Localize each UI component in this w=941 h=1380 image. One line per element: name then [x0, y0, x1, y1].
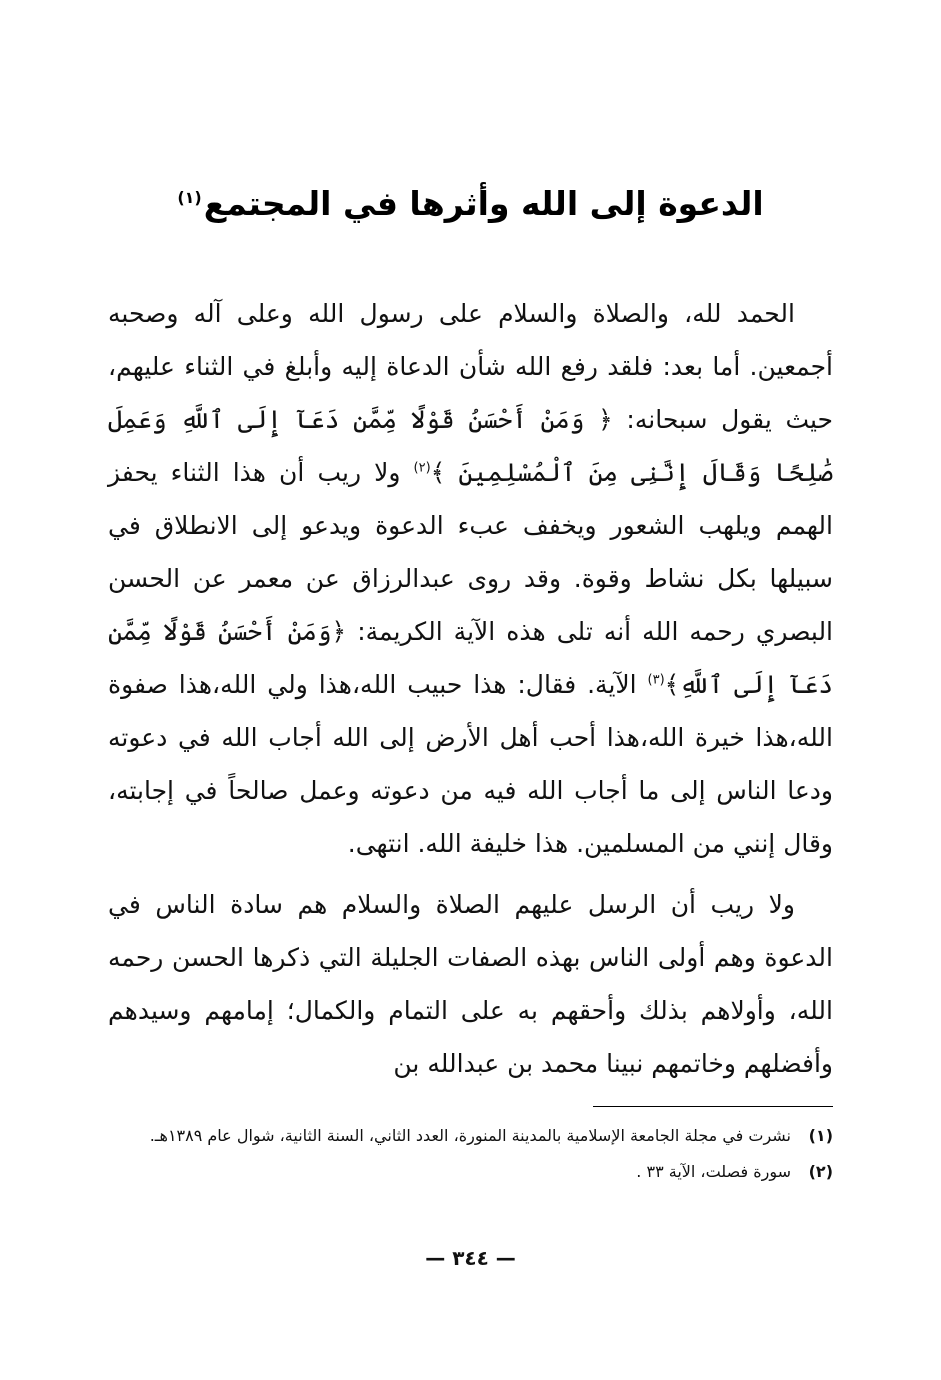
footnotes — [108, 1118, 833, 1190]
paragraph-1-segment-1: الحمد لله، والصلاة والسلام على رسول الله وعلى آله وصحبه أجمعين. أما بعد: فلقد رفع الله شأن الدعاة إليه وأبلغ في الثناء عليهم، حيث يقول سبحانه: — [108, 299, 833, 434]
footnote-1 — [108, 1118, 833, 1154]
chapter-title-text: الدعوة إلى الله وأثرها في المجتمع — [203, 184, 764, 223]
footnote-divider — [593, 1106, 833, 1107]
chapter-title — [100, 168, 841, 234]
quran-verse-2: ﴿وَمَنْ أَحْسَنُ قَوْلًا مِّمَّن دَعَآ إِلَى ٱللَّهِ﴾ — [108, 617, 833, 699]
body-text — [108, 287, 833, 1090]
footnote-2-text: سورة فصلت، الآية ٣٣ . — [636, 1162, 791, 1181]
quran-verse-1: ﴿ وَمَنْ أَحْسَنُ قَوْلًا مِّمَّن دَعَآ إِلَى ٱللَّهِ وَعَمِلَ صَٰلِحًا وَقَالَ إِنَّنِى مِنَ ٱلْمُسْلِمِينَ ﴾ — [108, 405, 833, 487]
footnote-2-number: (٢) — [808, 1162, 833, 1181]
paragraph-2: ولا ريب أن الرسل عليهم الصلاة والسلام هم سادة الناس في الدعوة وهم أولى الناس بهذه الصفات الجليلة التي ذكرها الحسن رحمه الله، وأولاهم بذلك وأحقهم به على التمام والكمال؛ إمامهم وسيدهم وأفضلهم وخاتمهم نبينا محمد بن عبدالله بن — [108, 890, 833, 1078]
verse-2-footnote-ref: (٣) — [647, 672, 665, 688]
paragraph-1 — [108, 287, 833, 870]
title-footnote-marker: (١) — [177, 188, 202, 207]
paragraph-1-segment-2: ولا ريب أن هذا الثناء يحفز الهمم ويلهب الشعور ويخفف عبء الدعوة ويدعو إلى الانطلاق في سبيلها بكل نشاط وقوة. وقد روى عبدالرزاق عن معمر عن الحسن البصري رحمه الله أنه تلى هذه الآية الكريمة: — [108, 458, 834, 646]
paragraph-1-segment-3: الآية. فقال: هذا حبيب الله،هذا ولي الله،هذا صفوة الله،هذا خيرة الله،هذا أحب أهل الأرض إلى الله أجاب الله في دعوته ودعا الناس إلى ما أجاب الله فيه من دعوته وعمل صالحاً في إجابته، وقال إنني من المسلمين. هذا خليفة الله. انتهى. — [108, 670, 833, 858]
footnote-1-number: (١) — [808, 1126, 833, 1145]
footnote-1-text: نشرت في مجلة الجامعة الإسلامية بالمدينة المنورة، العدد الثاني، السنة الثانية، شوال عام ١٣٨٩هـ. — [149, 1126, 791, 1145]
page-number: — ٣٤٤ — — [425, 1246, 516, 1270]
verse-1-footnote-ref: (٢) — [413, 460, 431, 476]
footnote-2 — [108, 1154, 833, 1190]
